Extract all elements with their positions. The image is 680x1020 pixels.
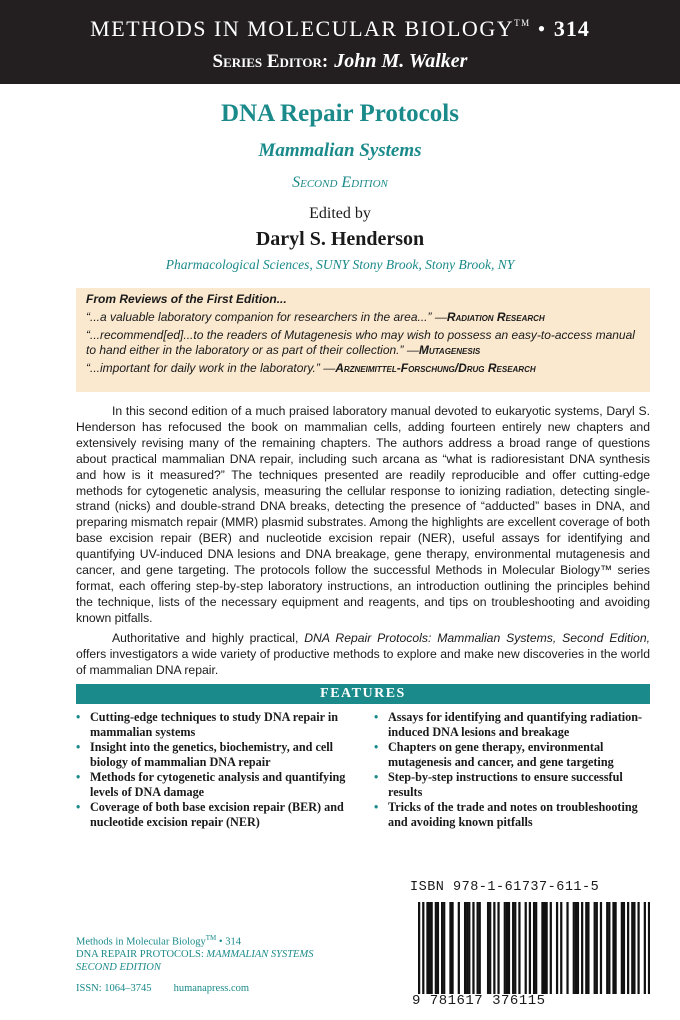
barcode-bar: [633, 902, 635, 994]
feature-text: Coverage of both base excision repair (BER) and nucleotide excision repair (NER): [90, 800, 344, 829]
barcode-bar: [533, 902, 535, 994]
book-edition: Second Edition: [292, 174, 388, 191]
footer-issn-line: [76, 983, 396, 994]
feature-item: [76, 710, 348, 740]
issn: ISSN: 1064–3745: [76, 983, 152, 994]
bullet-icon: •: [76, 770, 81, 784]
barcode-bar: [431, 902, 433, 994]
barcode-bar: [621, 902, 623, 994]
barcode-bar: [422, 902, 424, 994]
barcode-bar: [541, 902, 543, 994]
barcode-bar: [477, 902, 479, 994]
feature-text: Step-by-step instructions to ensure successful results: [388, 770, 623, 799]
barcode-digits: 9 781617 376115: [412, 993, 546, 1009]
barcode-bar: [623, 902, 625, 994]
barcode-bar: [606, 902, 608, 994]
bullet-icon: •: [374, 740, 379, 754]
reviews-box: [76, 288, 650, 392]
barcode-bar: [418, 902, 420, 994]
series-editor-name: John M. Walker: [334, 50, 468, 72]
barcode-bar: [497, 902, 499, 994]
feature-text: Cutting-edge techniques to study DNA repair in mammalian systems: [90, 710, 339, 739]
series-editor-label: Series Editor:: [212, 51, 329, 72]
feature-item: [76, 800, 348, 830]
bullet-icon: •: [374, 800, 379, 814]
footer-book-title: [76, 949, 396, 962]
barcode-bar: [546, 902, 548, 994]
barcode-bar: [585, 902, 587, 994]
isbn-label: ISBN 978-1-61737-611-5: [410, 880, 600, 895]
barcode-bar: [594, 902, 596, 994]
description-paragraph: In this second edition of a much praised laboratory manual devoted to eukaryotic systems, Daryl S. Henderson has refocused the book on mammalian cells, adding fourteen entirely new chapters and extensively revising many of the remaining chapters. The authors address a broad range of questions about practical mammalian DNA repair, including such arcana as “what is radioresistant DNA synthesis and how is it measured?” The techniques presented are readily reproducible and offer cutting-edge methods for cytogenetic analysis, measuring the cellular response to ionizing radiation, detecting single-strand (nicks) and double-strand DNA breaks, detecting the presence of “adducted” bases in DNA, and preparing mismatch repair (MMR) plasmid substrates. Among the highlights are excellent coverage of both base excision repair (BER) and nucleotide excision repair (NER), useful assays for identifying and quantifying UV-induced DNA lesions and DNA breakage, gene therapy, environmental mutagenesis and cancer, and gene targeting. The protocols follow the successful Methods in Molecular Biology™ series format, each offering step-by-step laboratory instructions, an introduction outlining the principles behind the technique, lists of the necessary equipment and reagents, and tips on troubleshooting and avoiding known pitfalls.: [76, 404, 650, 625]
barcode-bar: [550, 902, 552, 994]
book-subtitle: Mammalian Systems: [258, 140, 422, 161]
barcode-bar: [487, 902, 489, 994]
barcode: [418, 902, 650, 994]
bullet-icon: •: [76, 710, 81, 724]
barcode-bar: [525, 902, 527, 994]
review-quote: [86, 361, 640, 376]
barcode-bar: [596, 902, 598, 994]
barcode-bar: [581, 902, 583, 994]
reviews-heading: From Reviews of the First Edition...: [86, 292, 287, 306]
feature-item: [374, 740, 646, 770]
description-paragraph: [76, 631, 650, 679]
barcode-bar: [566, 902, 568, 994]
barcode-bar: [506, 902, 508, 994]
feature-text: Tricks of the trade and notes on troubleshooting and avoiding known pitfalls: [388, 800, 638, 829]
barcode-bar: [435, 902, 437, 994]
bullet-icon: •: [76, 740, 81, 754]
barcode-bar: [458, 902, 460, 994]
feature-text: Assays for identifying and quantifying radiation-induced DNA lesions and breakage: [388, 710, 643, 739]
features-right-column: [374, 710, 646, 830]
series-header: [0, 0, 680, 84]
barcode-bar: [428, 902, 430, 994]
feature-item: [374, 770, 646, 800]
barcode-bar: [543, 902, 545, 994]
barcode-bar: [508, 902, 510, 994]
features-left-column: [76, 710, 348, 830]
edited-by: Edited by: [309, 205, 371, 222]
footer-series-number: • 314: [216, 936, 241, 948]
barcode-bar: [587, 902, 589, 994]
review-text: “...recommend[ed]...to the readers of Mutagenesis who may wish to possess an easy-to-access manual to hand either in the laboratory or as part of their collection.” —: [86, 328, 635, 357]
barcode-bar: [504, 902, 506, 994]
barcode-bar: [468, 902, 470, 994]
series-name: METHODS IN MOLECULAR BIOLOGY: [90, 16, 515, 41]
barcode-bar: [489, 902, 491, 994]
series-number: 314: [553, 16, 590, 41]
feature-text: Insight into the genetics, biochemistry, and cell biology of mammalian DNA repair: [90, 740, 334, 769]
features-heading: FEATURES: [76, 684, 650, 704]
barcode-bar: [631, 902, 633, 994]
barcode-bar: [644, 902, 646, 994]
barcode-bar: [426, 902, 428, 994]
book-editor: Daryl S. Henderson: [255, 228, 425, 250]
editor-affiliation: Pharmacological Sciences, SUNY Stony Brook, Stony Brook, NY: [165, 257, 515, 272]
review-source: Radiation Research: [446, 310, 545, 324]
footer-series-line: [76, 932, 396, 949]
barcode-bar: [637, 902, 639, 994]
footer-trademark: TM: [205, 934, 217, 942]
feature-text: Chapters on gene therapy, environmental mutagenesis and cancer, and gene targeting: [388, 740, 614, 769]
review-source: Mutagenesis: [418, 343, 481, 357]
barcode-bar: [514, 902, 516, 994]
barcode-bar: [443, 902, 445, 994]
barcode-bar: [466, 902, 468, 994]
review-text: “...important for daily work in the laboratory.” —: [86, 361, 336, 375]
barcode-bar: [437, 902, 439, 994]
barcode-bar: [512, 902, 514, 994]
barcode-bar: [648, 902, 650, 994]
footer-edition: [76, 962, 396, 975]
barcode-bar: [560, 902, 562, 994]
publisher-website: humanapress.com: [173, 983, 250, 994]
review-quote: [86, 328, 640, 358]
book-description: [76, 404, 650, 682]
barcode-bar: [535, 902, 537, 994]
barcode-bar: [575, 902, 577, 994]
footer-series-info: [76, 932, 396, 974]
description-text: offers investigators a wide variety of productive methods to explore and make new discoveries in the world of mammalian DNA repair.: [76, 646, 650, 677]
feature-text: Methods for cytogenetic analysis and quantifying levels of DNA damage: [90, 770, 346, 799]
barcode-bar: [573, 902, 575, 994]
barcode-bar: [479, 902, 481, 994]
barcode-bar: [577, 902, 579, 994]
barcode-bar: [529, 902, 531, 994]
barcode-bar: [556, 902, 558, 994]
barcode-bar: [627, 902, 629, 994]
barcode-bar: [600, 902, 602, 994]
series-title: [0, 16, 680, 42]
barcode-bar: [451, 902, 453, 994]
footer-edition-text: SECOND EDITION: [76, 961, 161, 973]
description-text: Authoritative and highly practical,: [112, 630, 299, 645]
bullet-icon: •: [374, 710, 379, 724]
barcode-bar: [441, 902, 443, 994]
feature-item: [76, 740, 348, 770]
review-quote: [86, 310, 640, 325]
book-title: DNA Repair Protocols: [221, 100, 459, 127]
review-source: Arzneimittel-Forschung/Drug Research: [335, 361, 536, 375]
barcode-bar: [612, 902, 614, 994]
bullet-icon: •: [374, 770, 379, 784]
review-text: “...a valuable laboratory companion for researchers in the area...” —: [86, 310, 447, 324]
barcode-bar: [493, 902, 495, 994]
series-bullet: •: [537, 16, 547, 41]
barcode-bar: [518, 902, 520, 994]
barcode-bar: [464, 902, 466, 994]
trademark: TM: [514, 18, 531, 28]
barcode-bar: [608, 902, 610, 994]
description-book-title: DNA Repair Protocols: Mammalian Systems, Second Edition,: [304, 630, 650, 645]
barcode-bar: [614, 902, 616, 994]
footer-series-name: Methods in Molecular Biology: [76, 936, 206, 948]
barcode-bar: [472, 902, 474, 994]
feature-item: [76, 770, 348, 800]
series-editor: [0, 50, 680, 73]
feature-item: [374, 710, 646, 740]
footer-subtitle: MAMMALIAN SYSTEMS: [206, 949, 314, 960]
feature-item: [374, 800, 646, 830]
barcode-bar: [449, 902, 451, 994]
bullet-icon: •: [76, 800, 81, 814]
footer-title: DNA REPAIR PROTOCOLS:: [76, 949, 204, 960]
